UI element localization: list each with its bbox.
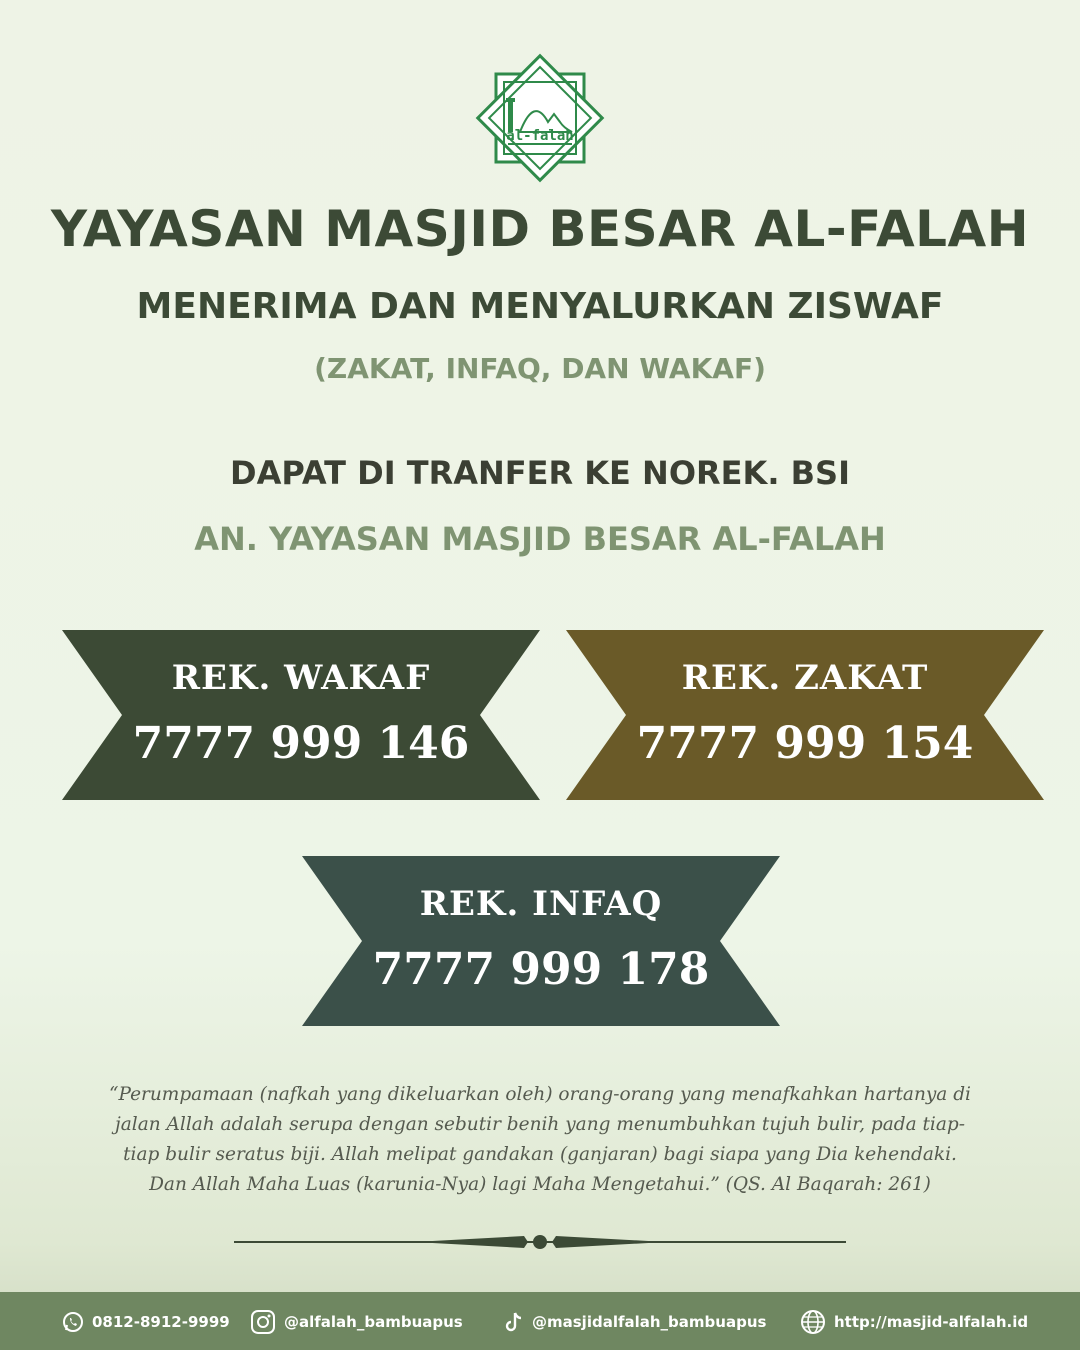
ziswaf-explanation: (ZAKAT, INFAQ, DAN WAKAF) <box>314 352 766 385</box>
account-number-infaq: 7777 999 178 <box>372 944 710 995</box>
footer-website[interactable] <box>800 1310 1028 1334</box>
organization-title: YAYASAN MASJID BESAR AL-FALAH <box>50 200 1030 258</box>
quote-line: jalan Allah adalah serupa dengan sebutir benih yang menumbuhkan tujuh bulir, pada tiap- <box>115 1114 965 1135</box>
globe-icon <box>800 1309 826 1335</box>
instagram-handle: @alfalah_bambuapus <box>284 1313 463 1331</box>
account-label-wakaf: REK. WAKAF <box>171 658 431 698</box>
logo-wordmark: al-falah <box>506 128 574 144</box>
tiktok-handle: @masjidalfalah_bambuapus <box>532 1313 767 1331</box>
whatsapp-icon <box>62 1311 84 1333</box>
phone-number: 0812-8912-9999 <box>92 1313 230 1331</box>
account-ribbon-zakat <box>566 630 1044 800</box>
account-holder: AN. YAYASAN MASJID BESAR AL-FALAH <box>194 520 886 558</box>
footer-tiktok[interactable] <box>504 1310 766 1334</box>
ribbon-shape-wakaf <box>62 630 540 800</box>
account-ribbon-infaq <box>302 856 780 1026</box>
account-label-infaq: REK. INFAQ <box>419 884 663 924</box>
account-number-zakat: 7777 999 154 <box>636 718 974 769</box>
subtitle: MENERIMA DAN MENYALURKAN ZISWAF <box>136 286 944 327</box>
quote-line: “Perumpamaan (nafkah yang dikeluarkan oleh) orang-orang yang menafkahkan hartanya di <box>109 1084 971 1105</box>
quote-line: tiap bulir seratus biji. Allah melipat gandakan (ganjaran) bagi siapa yang Dia kehendaki. <box>123 1144 957 1165</box>
ribbon-shape-zakat <box>566 630 1044 800</box>
footer-phone[interactable] <box>62 1310 230 1334</box>
account-ribbon-wakaf <box>62 630 540 800</box>
website-url: http://masjid-alfalah.id <box>834 1313 1029 1331</box>
tiktok-icon <box>504 1311 524 1333</box>
account-label-zakat: REK. ZAKAT <box>681 658 929 698</box>
account-number-wakaf: 7777 999 146 <box>132 718 470 769</box>
ribbon-shape-infaq <box>302 856 780 1026</box>
contact-footer <box>0 1292 1080 1350</box>
al-falah-logo <box>474 52 606 184</box>
transfer-instruction: DAPAT DI TRANFER KE NOREK. BSI <box>230 454 850 492</box>
ornamental-divider <box>234 1228 846 1256</box>
quran-quote <box>60 1080 1020 1200</box>
footer-instagram[interactable] <box>250 1310 463 1334</box>
quote-line: Dan Allah Maha Luas (karunia-Nya) lagi Maha Mengetahui.” (QS. Al Baqarah: 261) <box>149 1174 931 1195</box>
instagram-icon <box>250 1309 276 1335</box>
